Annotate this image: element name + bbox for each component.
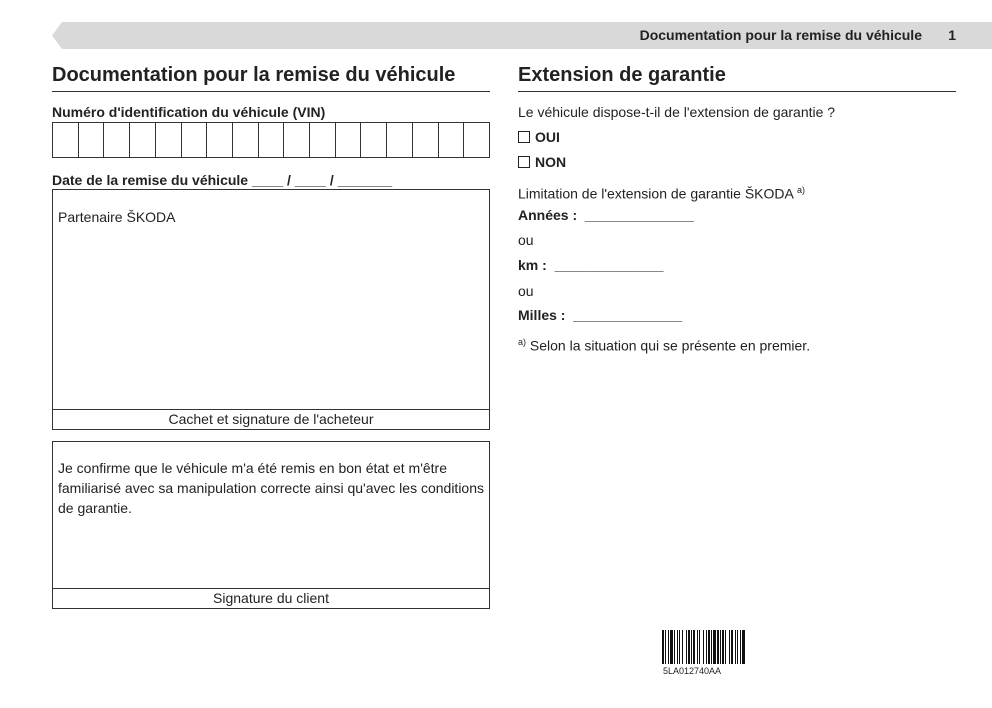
vin-cell[interactable]	[79, 123, 105, 157]
barcode-bar	[668, 630, 669, 664]
barcode-bar	[682, 630, 683, 664]
option-no[interactable]	[518, 154, 566, 170]
vin-cell[interactable]	[53, 123, 79, 157]
barcode-bar	[731, 630, 733, 664]
miles-blank[interactable]: ______________	[573, 307, 683, 323]
partner-box[interactable]	[52, 189, 490, 430]
option-yes[interactable]	[518, 129, 560, 145]
miles-row	[518, 307, 682, 323]
vin-cell[interactable]	[310, 123, 336, 157]
barcode-bar	[679, 630, 680, 664]
barcode-bar	[735, 630, 736, 664]
client-signature-footer: Signature du client	[53, 588, 489, 608]
barcode-bar	[720, 630, 721, 664]
partner-label: Partenaire ŠKODA	[58, 209, 176, 225]
years-row	[518, 207, 694, 223]
warranty-question: Le véhicule dispose-t-il de l'extension de garantie ?	[518, 104, 836, 120]
vin-cell[interactable]	[387, 123, 413, 157]
km-label: km :	[518, 257, 547, 273]
barcode-bar	[706, 630, 707, 664]
vin-grid[interactable]	[52, 122, 490, 158]
left-section-title: Documentation pour la remise du véhicule	[52, 64, 490, 92]
limitation-label: Limitation de l'extension de garantie ŠKODA	[518, 185, 794, 202]
barcode-bar	[670, 630, 673, 664]
barcode-bar	[688, 630, 690, 664]
vin-cell[interactable]	[156, 123, 182, 157]
barcode-bar	[697, 630, 698, 664]
limitation-text	[518, 180, 805, 204]
checkbox-icon[interactable]	[518, 131, 530, 143]
barcode-bar	[674, 630, 675, 664]
barcode-bar	[665, 630, 666, 664]
footnote	[518, 332, 810, 356]
page-number: 1	[948, 27, 956, 43]
vin-cell[interactable]	[361, 123, 387, 157]
barcode-icon	[662, 630, 780, 664]
vin-cell[interactable]	[464, 123, 489, 157]
vin-cell[interactable]	[130, 123, 156, 157]
barcode-bar	[699, 630, 700, 664]
barcode-bar	[662, 630, 664, 664]
vin-cell[interactable]	[233, 123, 259, 157]
km-row	[518, 257, 664, 273]
vin-cell[interactable]	[207, 123, 233, 157]
option-yes-label: OUI	[535, 129, 560, 145]
option-no-label: NON	[535, 154, 567, 170]
footnote-text: Selon la situation qui se présente en premier.	[529, 337, 811, 354]
footnote-mark: a)	[518, 337, 527, 347]
delivery-date-label: Date de la remise du véhicule ____ / ____ / _______	[52, 172, 393, 188]
barcode-bar	[713, 630, 716, 664]
barcode-bar	[677, 630, 678, 664]
barcode-bar	[703, 630, 704, 664]
barcode-bar	[742, 630, 745, 664]
vin-label: Numéro d'identification du véhicule (VIN)	[52, 104, 326, 120]
buyer-signature-footer: Cachet et signature de l'acheteur	[53, 409, 489, 429]
or-text-1: ou	[518, 232, 534, 248]
client-confirmation-box[interactable]	[52, 441, 490, 609]
vin-cell[interactable]	[439, 123, 465, 157]
years-label: Années :	[518, 207, 578, 223]
vin-cell[interactable]	[259, 123, 285, 157]
barcode-bar	[708, 630, 710, 664]
checkbox-icon[interactable]	[518, 156, 530, 168]
barcode-bar	[693, 630, 695, 664]
miles-label: Milles :	[518, 307, 566, 323]
vin-cell[interactable]	[284, 123, 310, 157]
barcode-bar	[717, 630, 719, 664]
barcode-bar	[737, 630, 738, 664]
barcode-bar	[711, 630, 712, 664]
km-blank[interactable]: ______________	[554, 257, 664, 273]
barcode-bar	[729, 630, 730, 664]
confirmation-text: Je confirme que le véhicule m'a été remis en bon état et m'être familiarisé avec sa manipulation correcte ainsi qu'avec les conditions de garantie.	[58, 460, 484, 516]
barcode-bar	[740, 630, 741, 664]
vin-cell[interactable]	[336, 123, 362, 157]
barcode-bar	[691, 630, 692, 664]
header-title: Documentation pour la remise du véhicule	[639, 27, 922, 43]
barcode-bar	[686, 630, 687, 664]
vin-cell[interactable]	[104, 123, 130, 157]
limitation-note-mark: a)	[796, 185, 805, 195]
right-section-title: Extension de garantie	[518, 64, 956, 92]
or-text-2: ou	[518, 283, 534, 299]
vin-cell[interactable]	[413, 123, 439, 157]
vin-cell[interactable]	[182, 123, 208, 157]
barcode-bar	[725, 630, 726, 664]
barcode-number: 5LA012740AA	[663, 666, 722, 676]
barcode-bar	[722, 630, 724, 664]
years-blank[interactable]: ______________	[584, 207, 694, 223]
